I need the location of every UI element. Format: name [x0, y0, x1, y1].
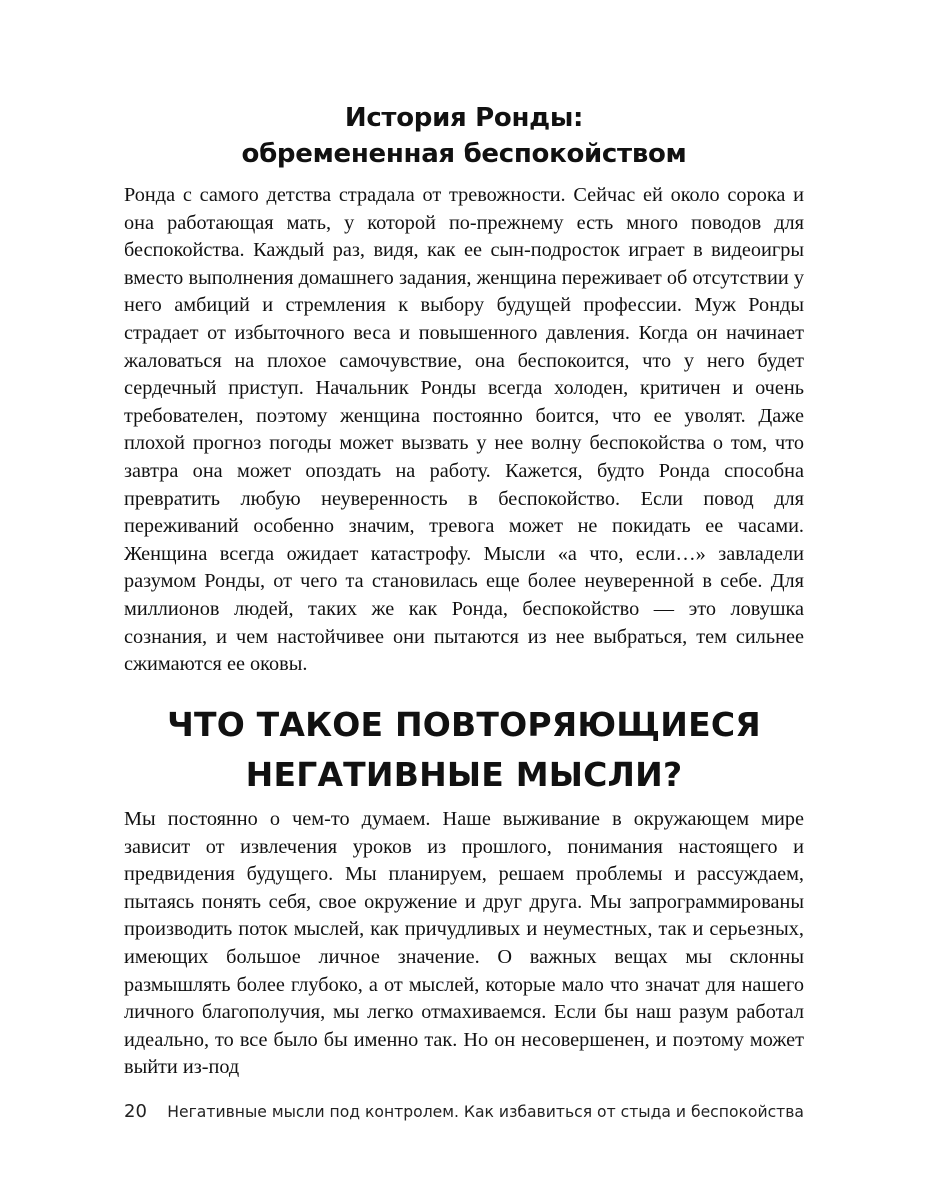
page-number: 20: [124, 1101, 147, 1122]
section-heading-line-1: ЧТО ТАКОЕ ПОВТОРЯЮЩИЕСЯ: [167, 705, 761, 744]
story-paragraph: Ронда с самого детства страдала от тревожности. Сейчас ей около сорока и она работающая мать, у которой по-прежнему есть много поводов для беспокойства. Каждый раз, видя, как ее сын-подросток играет в видеоигры вместо выполнения домашнего задания, женщина переживает об отсутствии у него амбиций и стремления к выбору будущей профессии. Муж Ронды страдает от избыточного веса и повышенного давления. Когда он начинает жаловаться на плохое самочувствие, она беспокоится, что у него будет сердечный приступ. Начальник Ронды всегда холоден, критичен и очень требователен, поэтому женщина постоянно боится, что ее уволят. Даже плохой прогноз погоды может вызвать у нее волну беспокойства о том, что завтра она может опоздать на работу. Кажется, будто Ронда способна превратить любую неуверенность в беспокойство. Если повод для переживаний особенно значим, тревога может не покидать ее часами. Женщина всегда ожидает катастрофу. Мысли «а что, если…» завладели разумом Ронды, от чего та становилась еще более неуверенной в себе. Для миллионов людей, таких же как Ронда, беспокойство — это ловушка сознания, и чем настойчивее они пытаются из нее выбраться, тем сильнее сжимаются ее оковы.: [124, 184, 804, 676]
section-heading: [124, 700, 804, 800]
running-title: Негативные мысли под контролем. Как избавиться от стыда и беспокойства: [167, 1103, 804, 1121]
story-title-line-2: обремененная беспокойством: [241, 139, 687, 169]
story-title: [124, 100, 804, 172]
story-title-line-1: История Ронды:: [344, 103, 584, 133]
section-heading-line-2: НЕГАТИВНЫЕ МЫСЛИ?: [245, 755, 683, 794]
section-paragraph: Мы постоянно о чем-то думаем. Наше выживание в окружающем мире зависит от извлечения уроков из прошлого, понимания настоящего и предвидения будущего. Мы планируем, решаем проблемы и рассуждаем, пытаясь понять себя, свое окружение и друг друга. Мы запрограммированы производить поток мыслей, как причудливых и неуместных, так и серьезных, имеющих большое личное значение. О важных вещах мы склонны размышлять более глубоко, а от мыслей, которые мало что значат для нашего личного благополучия, мы легко отмахиваемся. Если бы наш разум работал идеально, то все было бы именно так. Но он несовершенен, и поэтому может выйти из-под: [124, 808, 804, 1079]
